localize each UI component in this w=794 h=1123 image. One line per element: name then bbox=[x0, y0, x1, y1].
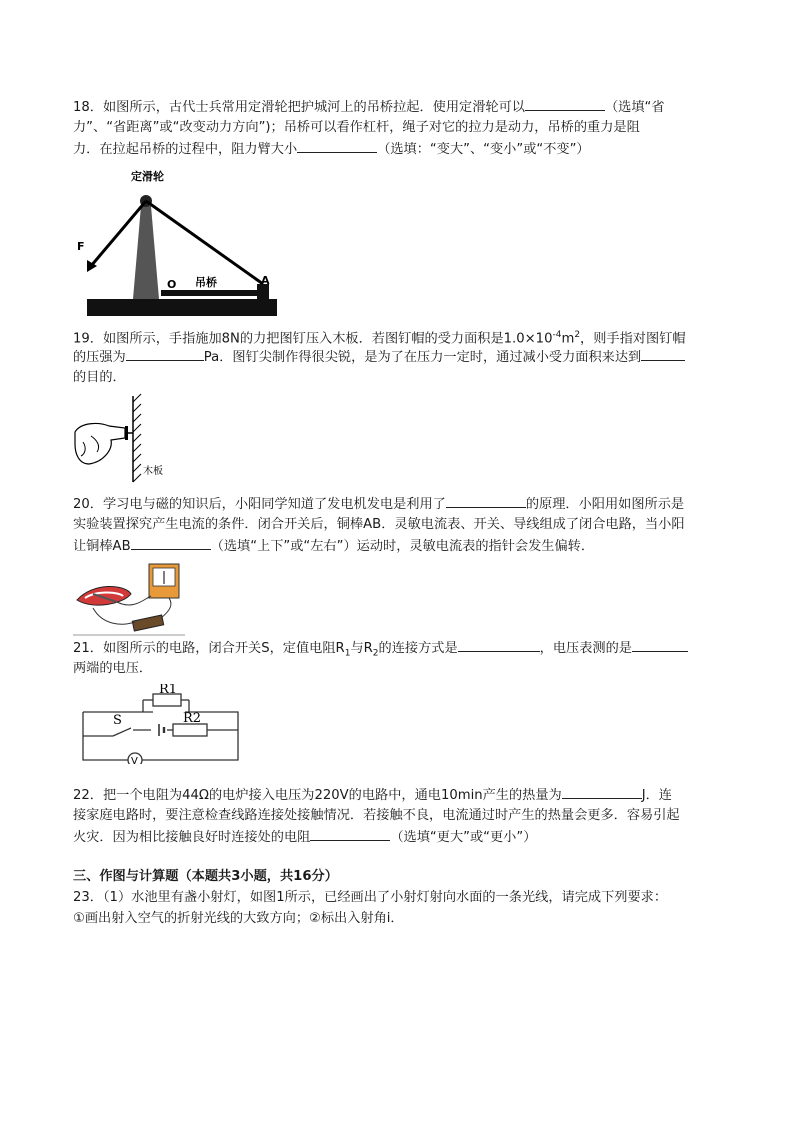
answer-blank[interactable] bbox=[525, 96, 605, 111]
bridge-rope bbox=[146, 201, 263, 284]
q22-line-2: 接家庭电路时，要注意检查线路连接处接触情况．若接触不良，电流通过时产生的热量会更多．容易引起 bbox=[73, 808, 680, 823]
bridge-end-label: A bbox=[261, 274, 270, 287]
section-3-heading: 三、作图与计算题（本题共3小题，共16分） bbox=[73, 869, 338, 884]
q20-line-2: 实验装置探究产生电流的条件．闭合开关后，铜棒AB．灵敏电流表、开关、导线组成了闭合电路，当小阳 bbox=[73, 517, 685, 532]
answer-blank[interactable] bbox=[297, 138, 377, 153]
question-22 bbox=[73, 784, 723, 847]
q21-line-2: 两端的电压． bbox=[73, 661, 153, 676]
r1-label: R1 bbox=[159, 684, 178, 697]
q19-line-1: 19．如图所示，手指施加8N的力把图钉压入木板．若图钉帽的受力面积是$1.0\times 10^{-4}m^2$，则手指对图钉帽 bbox=[73, 330, 686, 347]
board-hatching bbox=[133, 394, 141, 482]
pivot-label: O bbox=[167, 278, 177, 291]
answer-blank[interactable] bbox=[310, 826, 390, 841]
q20-line-1: 20．学习电与磁的知识后，小阳同学知道了发电机发电是利用了 的原理．小阳用如图所示是 bbox=[73, 493, 723, 514]
q18-line-2: 力”、“省距离”或“改变动力方向”)；吊桥可以看作杠杆，绳子对它的拉力是动力，吊桥的重力是阻 bbox=[73, 120, 640, 135]
q20-line-3: 让铜棒AB （选填“上下”或“左右”）运动时，灵敏电流表的指针会发生偏转． bbox=[73, 535, 723, 556]
answer-blank[interactable] bbox=[641, 346, 685, 361]
ground-base bbox=[87, 299, 277, 316]
voltmeter-label: V bbox=[131, 756, 138, 764]
hand bbox=[75, 424, 125, 464]
tower bbox=[133, 206, 159, 299]
switch-s bbox=[113, 728, 131, 736]
r2-label: R2 bbox=[183, 711, 202, 726]
answer-blank[interactable] bbox=[562, 784, 642, 799]
answer-blank[interactable] bbox=[458, 637, 540, 652]
q23-line-1: 23．（1）水池里有盏小射灯，如图1所示，已经画出了小射灯射向水面的一条光线，请完成下列要求： bbox=[73, 890, 668, 905]
answer-blank[interactable] bbox=[131, 535, 211, 550]
drawbridge-figure bbox=[73, 166, 283, 320]
question-18 bbox=[73, 96, 723, 159]
answer-blank[interactable] bbox=[446, 493, 526, 508]
board-label: 木板 bbox=[143, 466, 163, 477]
circuit-wires bbox=[83, 700, 238, 760]
q19-line-2: 的压强为 Pa．图钉尖制作得很尖锐，是为了在压力一定时，通过减小受力面积来达到 bbox=[73, 346, 723, 367]
q22-line-3: 火灾．因为相比接触良好时连接处的电阻 （选填“更大”或“更小”） bbox=[73, 826, 723, 847]
question-20 bbox=[73, 493, 723, 556]
q22-line-1: 22．把一个电阻为44Ω的电炉接入电压为220V的电路中，通电10min产生的热量为 J．连 bbox=[73, 784, 723, 805]
force-label: F bbox=[77, 240, 85, 253]
q18-line-1: 18．如图所示，古代士兵常用定滑轮把护城河上的吊桥拉起．使用定滑轮可以 （选填“省 bbox=[73, 96, 723, 117]
answer-blank[interactable] bbox=[126, 346, 204, 361]
question-21 bbox=[73, 637, 723, 679]
generator-figure bbox=[73, 560, 185, 636]
switch bbox=[132, 615, 163, 631]
question-23 bbox=[73, 887, 723, 929]
pin-head bbox=[125, 426, 128, 440]
thumbtack-figure bbox=[73, 392, 173, 484]
q18-line-3: 力．在拉起吊桥的过程中，阻力臂大小 （选填：“变大”、“变小”或“不变”） bbox=[73, 138, 723, 159]
q19-line-3: 的目的． bbox=[73, 370, 126, 385]
q21-line-1: 21．如图所示的电路，闭合开关S，定值电阻$R_1$与$R_2$的连接方式是 ，电压表测的是 bbox=[73, 637, 723, 658]
pulley-label: 定滑轮 bbox=[131, 170, 164, 183]
answer-blank[interactable] bbox=[632, 637, 688, 652]
question-19 bbox=[73, 325, 723, 388]
switch-label: S bbox=[113, 713, 122, 728]
bridge-label: 吊桥 bbox=[195, 276, 217, 289]
q23-line-2: ①画出射入空气的折射光线的大致方向；②标出入射角i． bbox=[73, 911, 404, 926]
circuit-figure bbox=[73, 684, 243, 764]
